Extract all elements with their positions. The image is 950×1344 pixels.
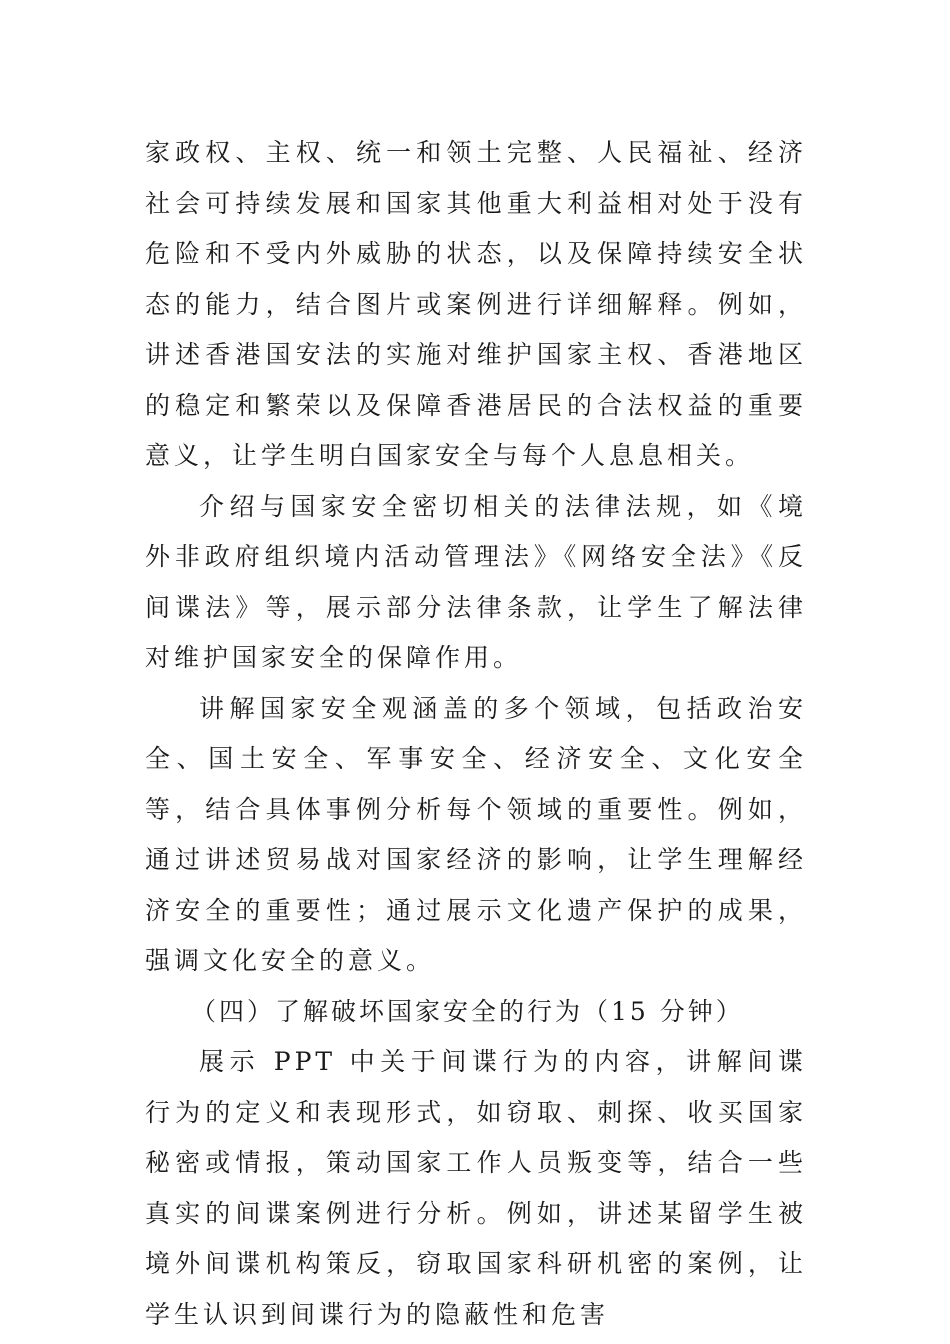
paragraph-laws: 介绍与国家安全密切相关的法律法规，如《境外非政府组织境内活动管理法》《网络安全法》《反间谍法》等，展示部分法律条款，让学生了解法律对维护国家安全的保障作用。 (145, 491, 807, 672)
paragraph-continuation: 家政权、主权、统一和领土完整、人民福祉、经济社会可持续发展和国家其他重大利益相对处于没有危险和不受内外威胁的状态，以及保障持续安全状态的能力，结合图片或案例进行详细解释。例如，讲述香港国安法的实施对维护国家主权、香港地区的稳定和繁荣以及保障香港居民的合法权益的重要意义，让学生明白国家安全与每个人息息相关。 (145, 138, 807, 470)
paragraph-security-domains: 讲解国家安全观涵盖的多个领域，包括政治安全、国土安全、军事安全、经济安全、文化安全等，结合具体事例分析每个领域的重要性。例如，通过讲述贸易战对国家经济的影响，让学生理解经济安全的重要性；通过展示文化遗产保护的成果，强调文化安全的意义。 (145, 693, 807, 975)
document-body (145, 128, 807, 1340)
paragraph-espionage: 展示 PPT 中关于间谍行为的内容，讲解间谍行为的定义和表现形式，如窃取、刺探、收买国家秘密或情报，策动国家工作人员叛变等，结合一些真实的间谍案例进行分析。例如，讲述某留学生被境外间谍机构策反，窃取国家科研机密的案例，让学生认识到间谍行为的隐蔽性和危害 (145, 1047, 807, 1329)
section-heading: （四）了解破坏国家安全的行为（15 分钟） (191, 996, 744, 1026)
